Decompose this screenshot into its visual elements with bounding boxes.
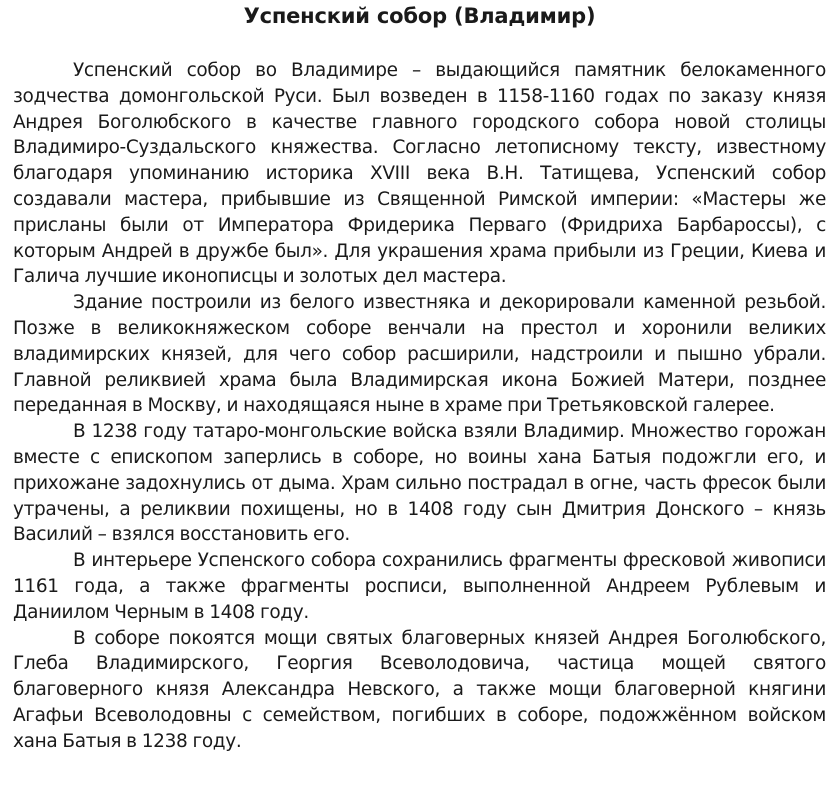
paragraph-4: В интерьере Успенского собора сохранились фрагменты фресковой живописи 1161 года, а также фрагменты росписи, выполненной Андреем Рублевым и Даниилом Черным в 1408 году. bbox=[13, 550, 826, 623]
document-title: Успенский собор (Владимир) bbox=[243, 4, 596, 28]
paragraph-3: В 1238 году татаро-монгольские войска взяли Владимир. Множество горожан вместе с епископом заперлись в соборе, но воины хана Батыя подожгли его, и прихожане задохнулись от дыма. Храм сильно пострадал в огне, часть фресок были утрачены, а реликвии похищены, но в 1408 году сын Дмитрия Донского – князь Василий – взялся восстановить его. bbox=[13, 421, 826, 546]
document-body bbox=[13, 58, 826, 755]
paragraph-5: В соборе покоятся мощи святых благоверных князей Андрея Боголюбского, Глеба Владимирского, Георгия Всеволодовича, частица мощей святого благоверного князя Александра Невского, а также мощи благоверной княгини Агафьи Всеволодовны с семейством, погибших в соборе, подожжённом войском хана Батыя в 1238 году. bbox=[13, 627, 826, 752]
paragraph-1: Успенский собор во Владимире – выдающийся памятник белокаменного зодчества домонгольской Руси. Был возведен в 1158-1160 годах по заказу князя Андрея Боголюбского в качестве главного городского собора новой столицы Владимиро-Суздальского княжества. Согласно летописному тексту, известному благодаря упоминанию историка XVIII века В.Н. Татищева, Успенский собор создавали мастера, прибывшие из Священной Римской империи: «Мастеры же присланы были от Императора Фридерика Перваго (Фридриха Барбароссы), с которым Андрей в дружбе был». Для украшения храма прибыли из Греции, Киева и Галича лучшие иконописцы и золотых дел мастера. bbox=[13, 60, 826, 288]
paragraph-2: Здание построили из белого известняка и декорировали каменной резьбой. Позже в великокняжеском соборе венчали на престол и хоронили великих владимирских князей, для чего собор расширили, надстроили и пышно убрали. Главной реликвией храма была Владимирская икона Божией Матери, позднее переданная в Москву, и находящаяся ныне в храме при Третьяковской галерее. bbox=[13, 292, 826, 417]
document bbox=[13, 0, 826, 755]
